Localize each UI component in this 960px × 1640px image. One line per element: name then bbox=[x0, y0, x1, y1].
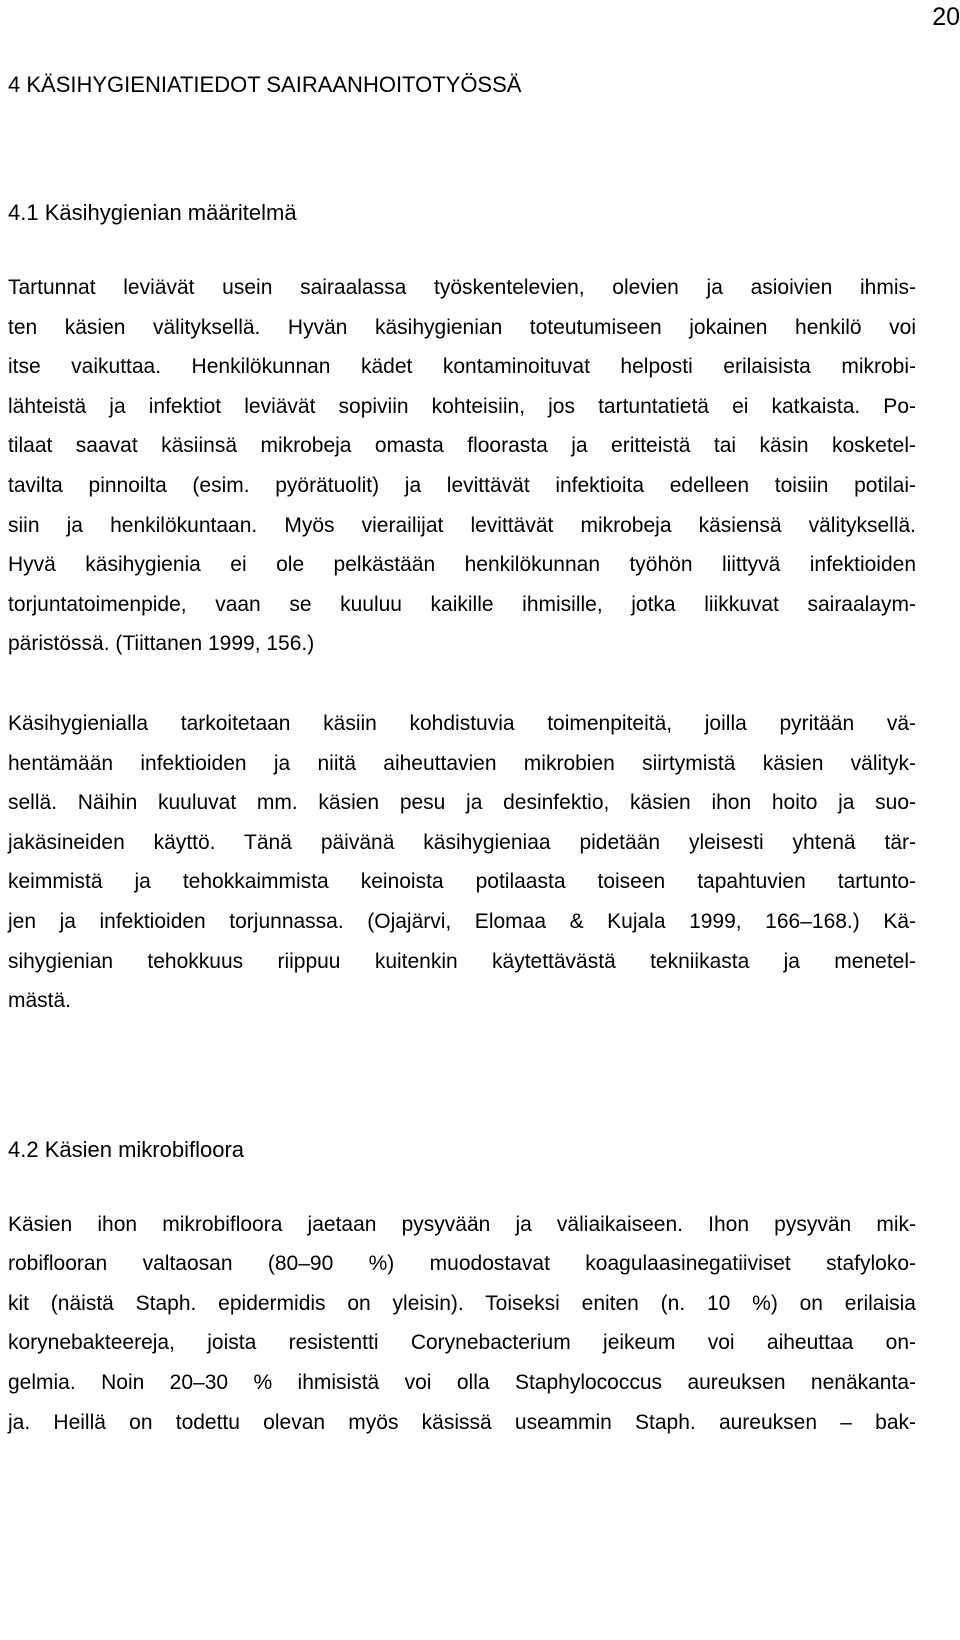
chapter-heading: 4 KÄSIHYGIENIATIEDOT SAIRAANHOITOTYÖSSÄ bbox=[8, 72, 522, 97]
text-line: tilaat saavat käsiinsä mikrobeja omasta floorasta ja eritteistä tai käsin kosketel- bbox=[8, 434, 916, 458]
text-line: siin ja henkilökuntaan. Myös vierailijat levittävät mikrobeja käsiensä välityksellä. bbox=[8, 513, 916, 537]
paragraph bbox=[8, 268, 916, 664]
section-heading: 4.2 Käsien mikrobifloora bbox=[8, 1136, 245, 1162]
text-line: jen ja infektioiden torjunnassa. (Ojajärvi, Elomaa & Kujala 1999, 166–168.) Kä- bbox=[8, 909, 916, 933]
text-line: sihygienian tehokkuus riippuu kuitenkin käytettävästä tekniikasta ja menetel- bbox=[8, 949, 916, 973]
text-line: ja. Heillä on todettu olevan myös käsissä useammin Staph. aureuksen – bak- bbox=[8, 1410, 916, 1434]
section-kasihygienian-maaritelma bbox=[8, 198, 916, 1021]
document-body bbox=[8, 70, 916, 1482]
text-line: lähteistä ja infektiot leviävät sopiviin kohteisiin, jos tartuntatietä ei katkaista. Po- bbox=[8, 394, 916, 418]
text-line: Hyvä käsihygienia ei ole pelkästään henkilökunnan työhön liittyvä infektioiden bbox=[8, 553, 916, 577]
text-line: sellä. Näihin kuuluvat mm. käsien pesu ja desinfektio, käsien ihon hoito ja suo- bbox=[8, 791, 916, 815]
text-line: gelmia. Noin 20–30 % ihmisistä voi olla Staphylococcus aureuksen nenäkanta- bbox=[8, 1371, 916, 1395]
text-line: mästä. bbox=[8, 989, 72, 1013]
section-heading: 4.1 Käsihygienian määritelmä bbox=[8, 200, 297, 225]
paragraph bbox=[8, 1205, 916, 1443]
text-line: ten käsien välityksellä. Hyvän käsihygienian toteutumiseen jokainen henkilö voi bbox=[8, 315, 916, 339]
section-kasien-mikrobifloora bbox=[8, 1135, 916, 1443]
text-line: kit (näistä Staph. epidermidis on yleisin). Toiseksi eniten (n. 10 %) on erilaisia bbox=[8, 1291, 916, 1315]
text-line: Käsihygienialla tarkoitetaan käsiin kohdistuvia toimenpiteitä, joilla pyritään vä- bbox=[8, 711, 916, 735]
paragraph bbox=[8, 704, 916, 1021]
text-line: päristössä. (Tiittanen 1999, 156.) bbox=[8, 632, 315, 656]
text-line: Käsien ihon mikrobifloora jaetaan pysyvään ja väliaikaiseen. Ihon pysyvän mik- bbox=[8, 1212, 916, 1236]
text-line: itse vaikuttaa. Henkilökunnan kädet kontaminoituvat helposti erilaisista mikrobi- bbox=[8, 355, 916, 379]
text-line: jakäsineiden käyttö. Tänä päivänä käsihygieniaa pidetään yleisesti yhtenä tär- bbox=[8, 830, 916, 854]
text-line: Tartunnat leviävät usein sairaalassa työskentelevien, olevien ja asioivien ihmis- bbox=[8, 276, 916, 299]
text-line: keimmistä ja tehokkaimmista keinoista potilaasta toiseen tapahtuvien tartunto- bbox=[8, 870, 916, 894]
text-line: hentämään infektioiden ja niitä aiheuttavien mikrobien siirtymistä käsien välityk- bbox=[8, 751, 916, 775]
section-spacer bbox=[8, 1061, 916, 1135]
text-line: torjuntatoimenpide, vaan se kuuluu kaikille ihmisille, jotka liikkuvat sairaalaym- bbox=[8, 592, 916, 616]
text-line: tavilta pinnoilta (esim. pyörätuolit) ja levittävät infektioita edelleen toisiin potilai- bbox=[8, 473, 916, 497]
page-number: 20 bbox=[932, 3, 960, 31]
text-line: korynebakteereja, joista resistentti Corynebacterium jeikeum voi aiheuttaa on- bbox=[8, 1331, 916, 1355]
text-line: robiflooran valtaosan (80–90 %) muodostavat koagulaasinegatiiviset stafyloko- bbox=[8, 1252, 916, 1276]
